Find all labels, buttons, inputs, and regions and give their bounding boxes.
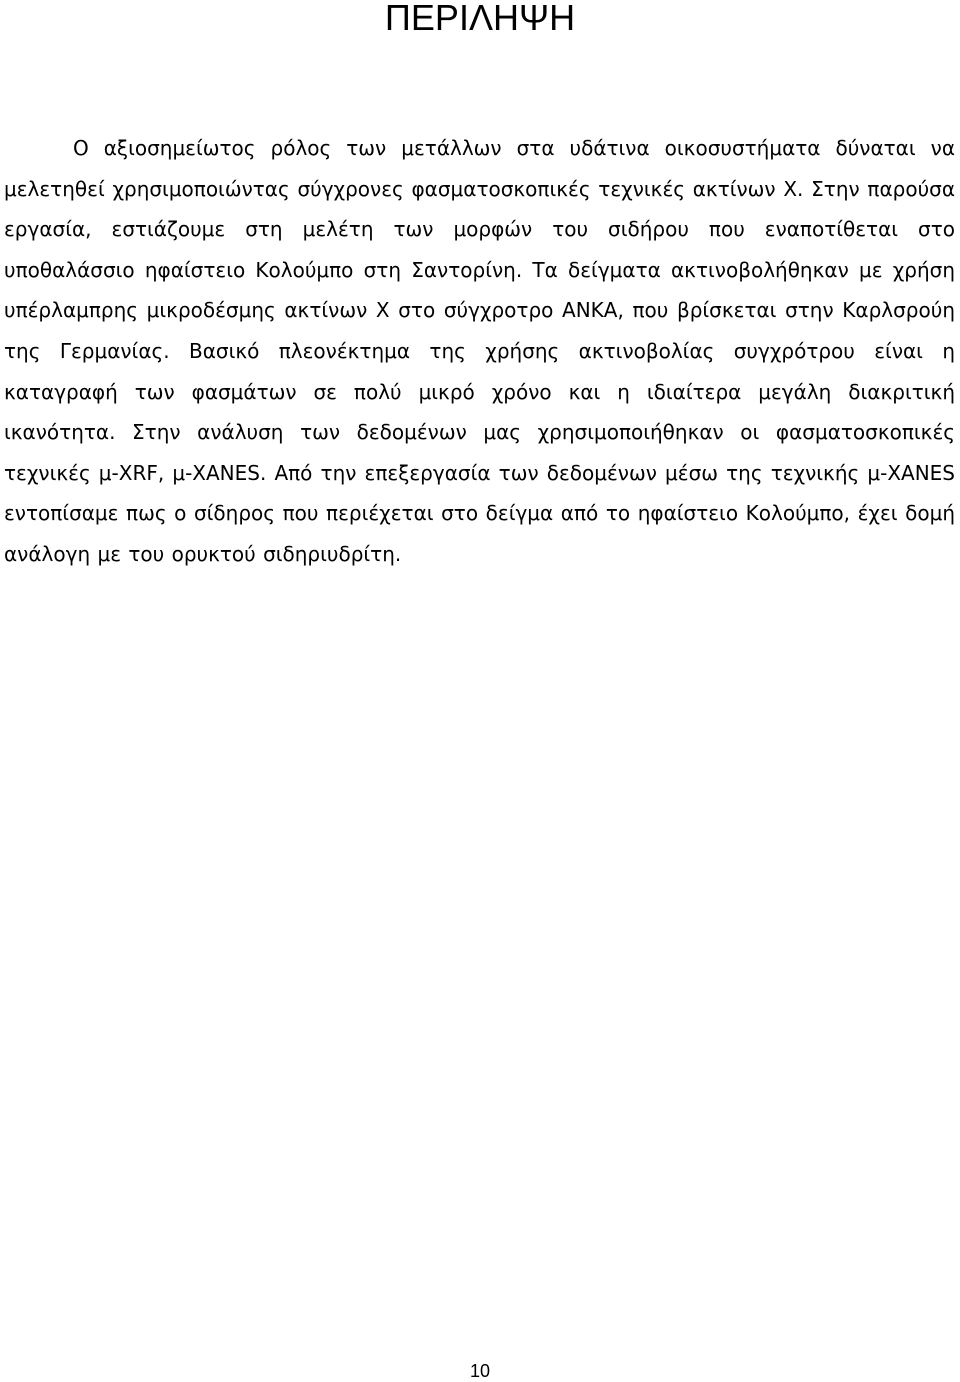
page-title: ΠΕΡΙΛΗΨΗ: [384, 0, 576, 38]
abstract-paragraph: Ο αξιοσημείωτος ρόλος των μετάλλων στα υδάτινα οικοσυστήματα δύναται να μελετηθεί χρησιμοποιώντας σύγχρονες φασματοσκοπικές τεχνικές ακτίνων Χ. Στην παρούσα εργασία, εστιάζουμε στη μελέτη των μορφών του σιδήρου που εναποτίθεται στο υποθαλάσσιο ηφαίστειο Κολούμπο στη Σαντορίνη. Τα δείγματα ακτινοβολήθηκαν με χρήση υπέρλαμπρης μικροδέσμης ακτίνων Χ στο σύγχροτρο ΑΝΚΑ, που βρίσκεται στην Καρλσρούη της Γερμανίας. Βασικό πλεονέκτημα της χρήσης ακτινοβολίας συγχρότρου είναι η καταγραφή των φασμάτων σε πολύ μικρό χρόνο και η ιδιαίτερα μεγάλη διακριτική ικανότητα. Στην ανάλυση των δεδομένων μας χρησιμοποιήθηκαν οι φασματοσκοπικές τεχνικές μ-XRF, μ-XANES. Από την επεξεργασία των δεδομένων μέσω της τεχνικής μ-XANES εντοπίσαμε πως ο σίδηρος που περιέχεται στο δείγμα από το ηφαίστειο Κολούμπο, έχει δομή ανάλογη με του ορυκτού σιδηριυδρίτη.: [4, 136, 955, 566]
page-number: 10: [469, 1361, 491, 1381]
